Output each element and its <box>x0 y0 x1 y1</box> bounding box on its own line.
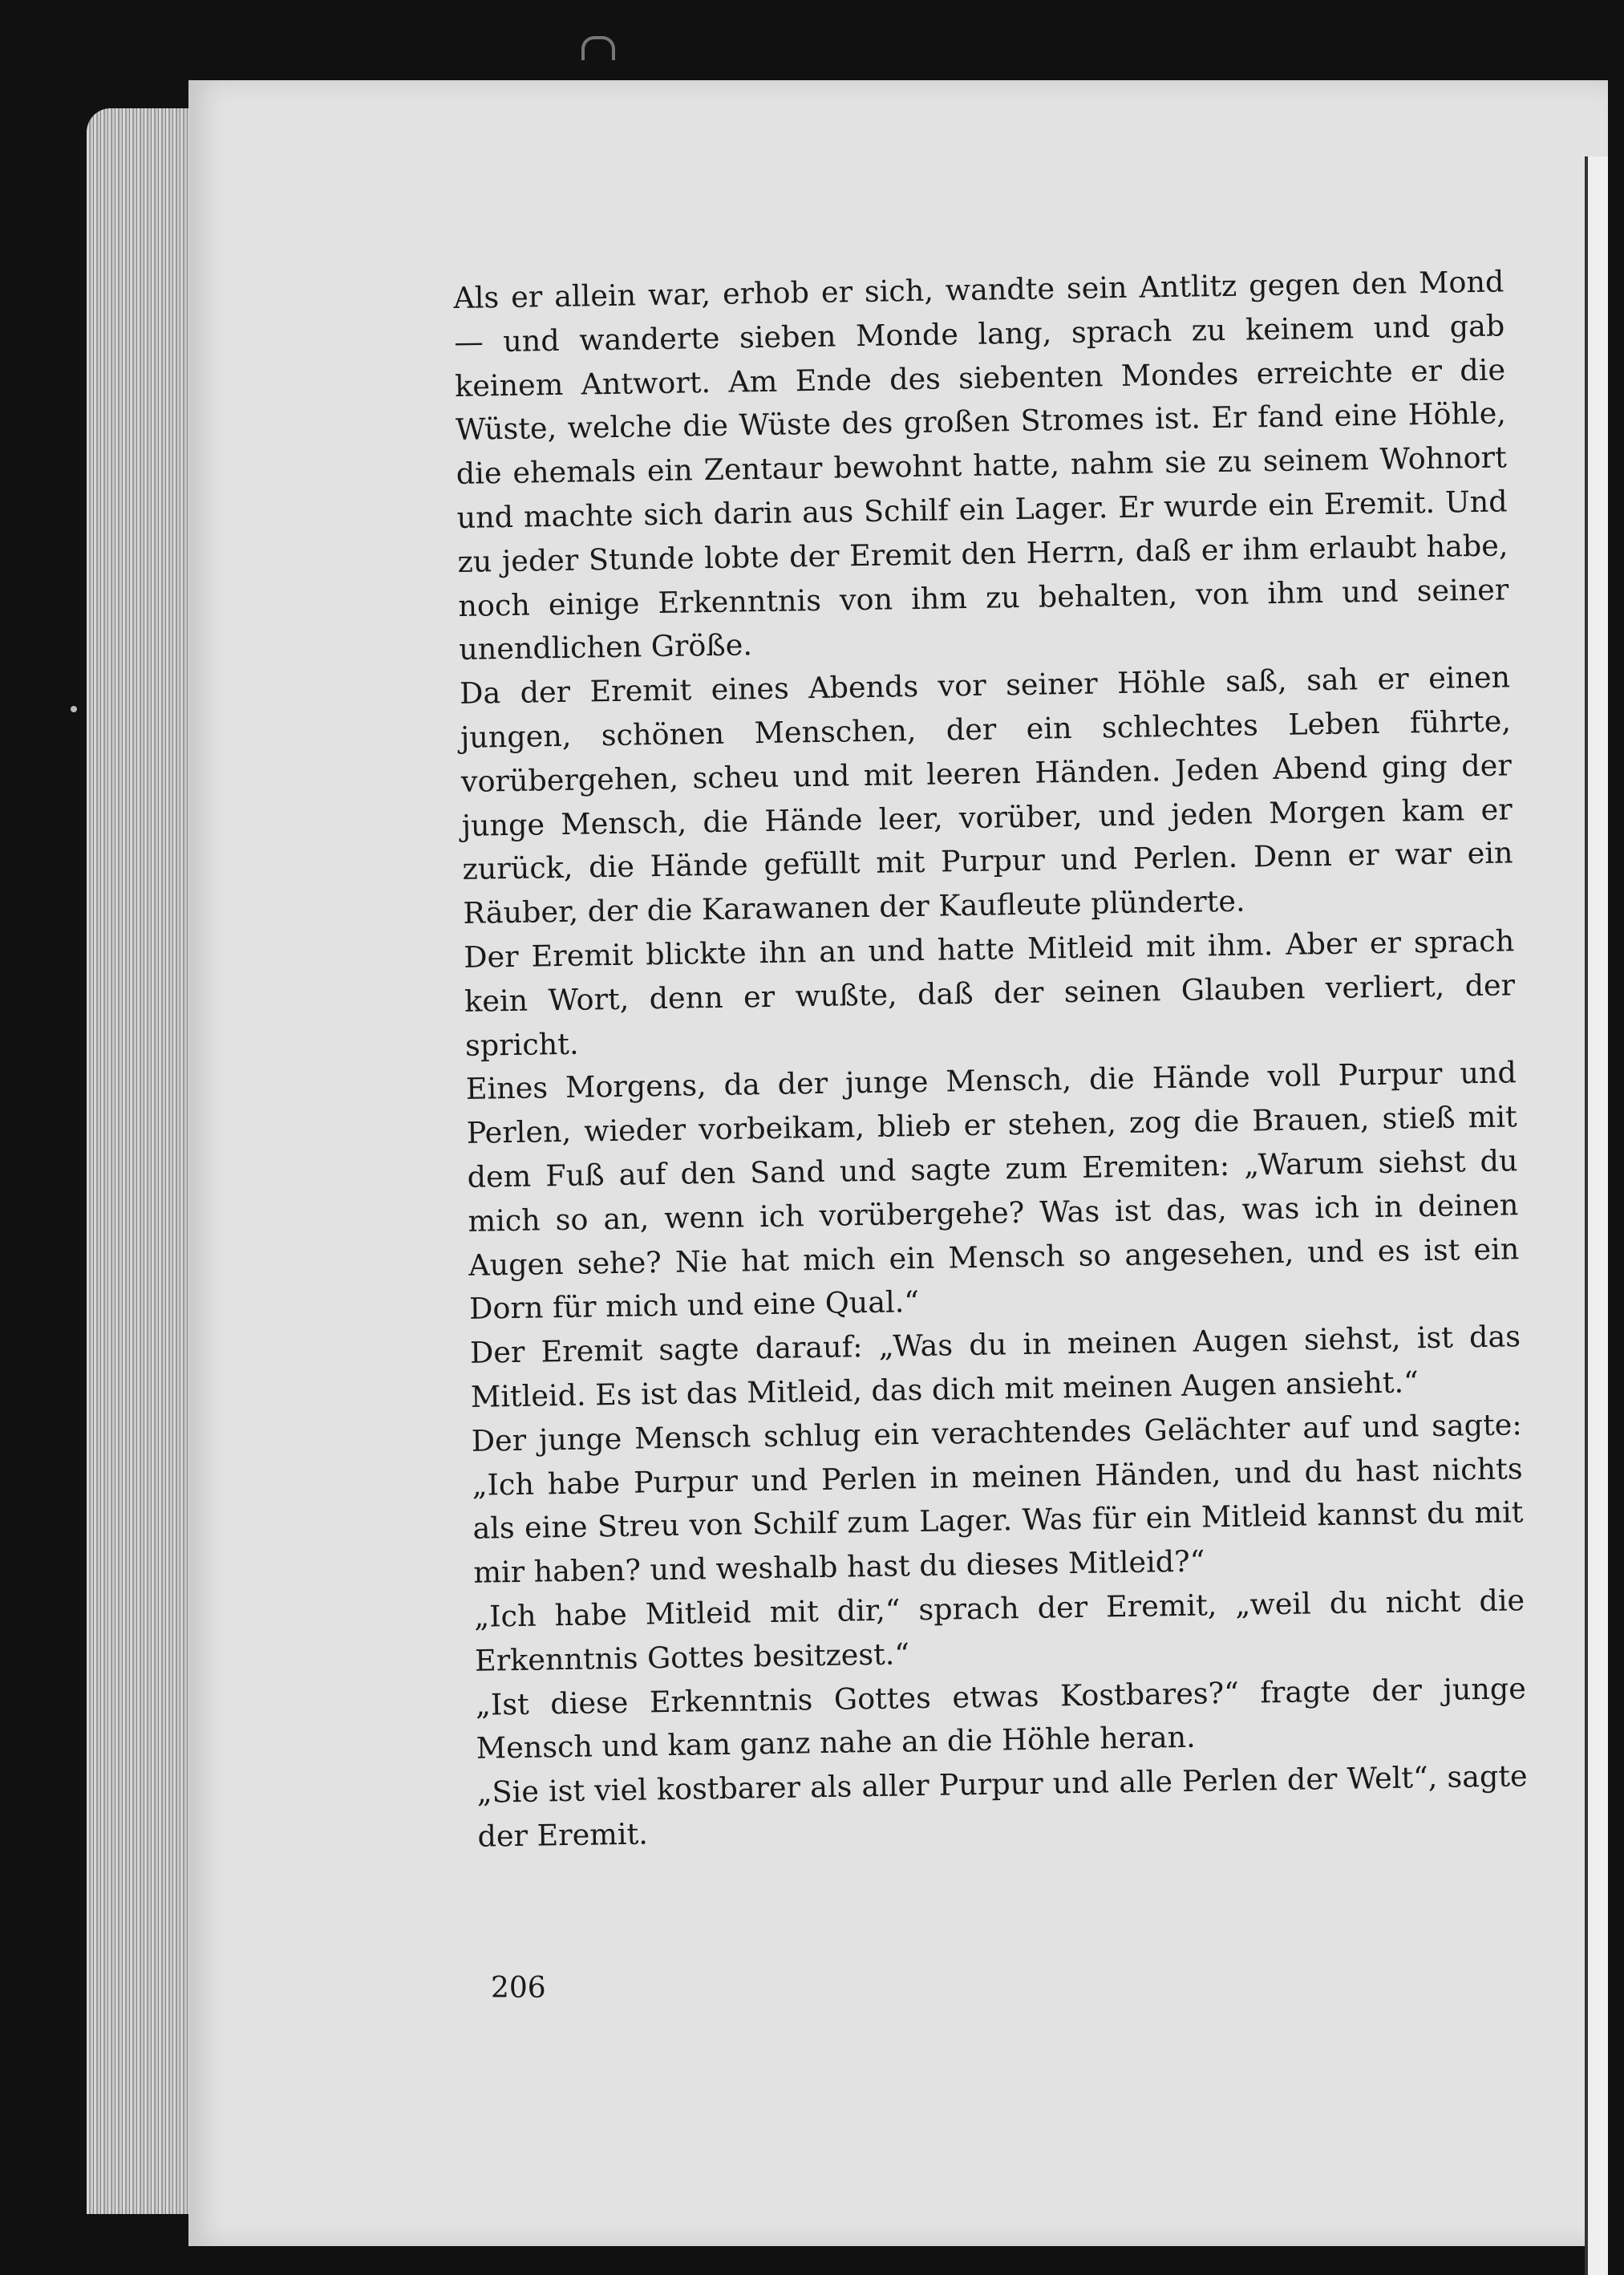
page-stack-edges <box>87 108 199 2214</box>
body-text <box>453 260 1529 1859</box>
paragraph-6: Der junge Mensch schlug ein verachtendes Gelächter auf und sagte: „Ich habe Purpur und Perlen in meinen Händen, und du hast nichts als eine Streu von Schilf zum Lager. Was für ein Mitleid kannst du mit mir haben? und weshalb hast du dieses Mitleid?“ <box>471 1406 1524 1590</box>
paragraph-8: „Ist diese Erkenntnis Gottes etwas Kostbares?“ fragte der junge Mensch und kam ganz nahe an die Höhle heran. <box>475 1670 1527 1766</box>
paragraph-4: Eines Morgens, da der junge Mensch, die Hände voll Purpur und Perlen, wieder vorbeikam, blieb er stehen, zog die Brauen, stieß mit dem Fuß auf den Sand und sagte zum Eremiten: „Warum siehst du mich so an, wenn ich vorübergehe? Was ist das, was ich in deinen Augen sehe? Nie hat mich ein Mensch so angesehen, und es ist ein Dorn für mich und eine Qual.“ <box>465 1055 1520 1327</box>
paragraph-9: „Sie ist viel kostbarer als aller Purpur und alle Perlen der Welt“, sagte der Eremit. <box>476 1758 1528 1854</box>
paragraph-1: Als er allein war, erhob er sich, wandte sein Antlitz gegen den Mond — und wanderte sieben Monde lang, sprach zu keinem und gab keinem Antwort. Am Ende des siebenten Mondes erreichte er die Wüste, welche die Wüste des großen Stromes ist. Er fand eine Höhle, die ehemals ein Zentaur bewohnt hatte, nahm sie zu seinem Wohnort und machte sich darin aus Schilf ein Lager. Er wurde ein Eremit. Und zu jeder Stunde lobte der Eremit den Herrn, daß er ihm erlaubt habe, noch einige Erkenntnis von ihm zu behalten, von ihm und seiner unendlichen Größe. <box>453 264 1509 667</box>
page-number: 206 <box>491 1972 546 2005</box>
scan-dust-dot <box>71 706 77 712</box>
paragraph-2: Da der Eremit eines Abends vor seiner Höhle saß, sah er einen jungen, schönen Menschen, der ein schlechtes Leben führte, vorübergehen, scheu und mit leeren Händen. Jeden Abend ging der junge Mensch, die Hände leer, vorüber, und jeden Morgen kam er zurück, die Hände gefüllt mit Purpur und Perlen. Denn er war ein Räuber, der die Karawanen der Kaufleute plünderte. <box>459 659 1513 931</box>
paragraph-5: Der Eremit sagte darauf: „Was du in meinen Augen siehst, ist das Mitleid. Es ist das Mitleid, das dich mit meinen Augen ansieht.“ <box>469 1319 1521 1414</box>
paragraph-7: „Ich habe Mitleid mit dir,“ sprach der Eremit, „weil du nicht die Erkenntnis Gottes besitzest.“ <box>473 1583 1525 1678</box>
scan-artifact-mark <box>581 36 615 60</box>
page-right-edge <box>1585 156 1608 2275</box>
paragraph-3: Der Eremit blickte ihn an und hatte Mitleid mit ihm. Aber er sprach kein Wort, denn er wußte, daß der seinen Glauben verliert, der spricht. <box>463 923 1516 1063</box>
